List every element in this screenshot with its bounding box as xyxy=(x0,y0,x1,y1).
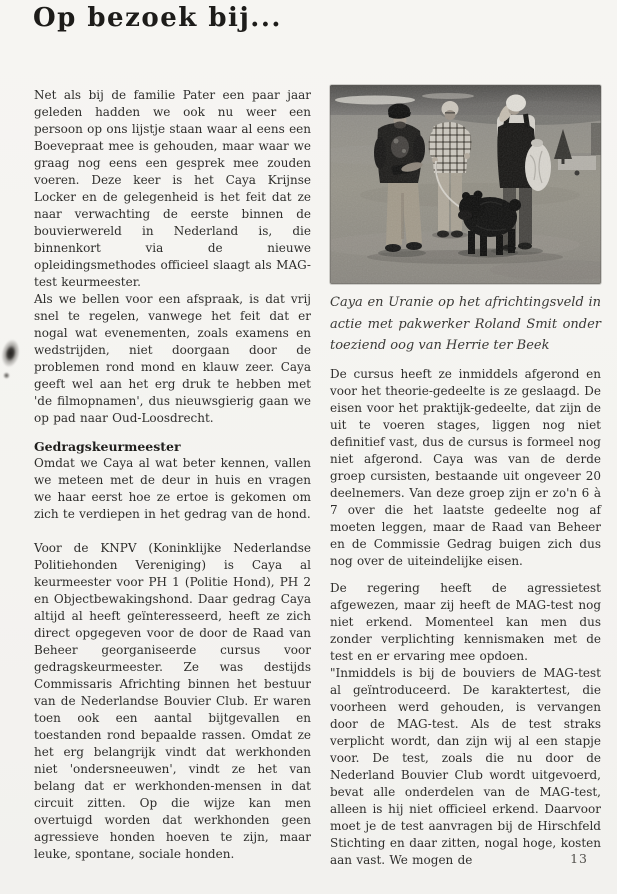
article-photo xyxy=(330,85,601,284)
right-column xyxy=(330,85,601,869)
paragraph: Als we bellen voor een afspraak, is dat vrij snel te regelen, vanwege het feit dat er nogal wat evenementen, zoals examens en wedstrijden, niet doorgaan door de problemen rond mond en klauw zeer. Caya geeft wel aan het erg druk te hebben met 'de filmopnamen', dus nieuwsgierig gaan we op pad naar Oud-Loosdrecht. xyxy=(34,292,311,425)
scan-smudge xyxy=(0,338,22,375)
paragraph: De regering heeft de agressietest afgewezen, maar zij heeft de MAG-test nog niet erkend. Momenteel kan men dus zonder verplichting kennismaken met de test en er ervaring mee opdoen. xyxy=(330,580,601,663)
paragraph: De cursus heeft ze inmiddels afgerond en voor het theorie-gedeelte is ze geslaagd. De eisen voor het praktijk-gedeelte, dat zijn de uit te voeren stages, liggen nog niet definitief vast, dus de cursus is formeel nog niet afgerond. Caya was van de derde groep cursisten, bestaande uit ongeveer 20 deelnemers. Van deze groep zijn er zo'n 6 à 7 over die het laatste gedeelte nog af moeten leggen, maar de Raad van Beheer en de Commissie Gedrag buigen zich dus nog over de uiteindelijke eisen. xyxy=(330,366,601,568)
photo-caption: Caya en Uranie op het africhtingsveld in actie met pakwerker Roland Smit onder toeziend oog van Herrie ter Beek xyxy=(330,295,601,353)
article-columns xyxy=(34,85,601,869)
paragraph: Net als bij de familie Pater een paar jaar geleden hadden we ook nu weer een persoon op ons lijstje staan waar al eens een Boevepraat mee is gehouden, maar waar we graag nog eens een gesprek mee zouden voeren. Deze keer is het Caya Krijnse Locker en de gelegenheid is het feit dat ze naar verwachting de eerste binnen de bouvierwereld in Nederland is, die binnenkort via de nieuwe opleidingsmethodes officieel slaagt als MAG-test keurmeester. xyxy=(34,88,311,289)
page-number: 13 xyxy=(570,851,588,866)
photo-grain-overlay xyxy=(330,85,601,284)
section-heading: Gedragskeurmeester xyxy=(34,439,181,454)
page-title: Op bezoek bij... xyxy=(33,3,282,33)
paragraph: "Inmiddels is bij de bouviers de MAG-test al geïntroduceerd. De karaktertest, die voorheen werd gehouden, is vervangen door de MAG-test. Als de test straks verplicht wordt, dan zijn wij al een stapje voor. De test, zoals die nu door de Nederland Bouvier Club wordt uitgevoerd, bevat alle onderdelen van de MAG-test, alleen is hij niet officieel erkend. Daarvoor moet je de test aanvragen bij de Hirschfeld Stichting en daar zitten, nogal hoge, kosten aan vast. We mogen de xyxy=(330,665,601,867)
left-column xyxy=(34,85,311,869)
paragraph: Voor de KNPV (Koninklijke Nederlandse Politiehonden Vereniging) is Caya al keurmeester voor PH 1 (Politie Hond), PH 2 en Objectbewakingshond. Daar gedrag Caya altijd al heeft geïnteresseerd, heeft ze zich direct opgegeven voor de door de Raad van Beheer georganiseerde cursus voor gedragskeurmeester. Ze was destijds Commissaris Africhting binnen het bestuur van de Nederlandse Bouvier Club. Er waren toen ook een aantal bijtgevallen en toestanden rond bepaalde rassen. Omdat ze het erg belangrijk vindt dat werkhonden niet 'ondersneeuwen', vindt ze het van belang dat er werkhonden-mensen in dat circuit zitten. Op die wijze kan men overtuigd worden dat werkhonden geen agressieve honden hoeven te zijn, maar leuke, spontane, sociale honden. xyxy=(34,541,311,861)
scan-smudge-small xyxy=(3,372,10,379)
paragraph: Omdat we Caya al wat beter kennen, vallen we meteen met de deur in huis en vragen we haar eerst hoe ze ertoe is gekomen om zich te verdiepen in het gedrag van de hond. xyxy=(34,456,311,521)
